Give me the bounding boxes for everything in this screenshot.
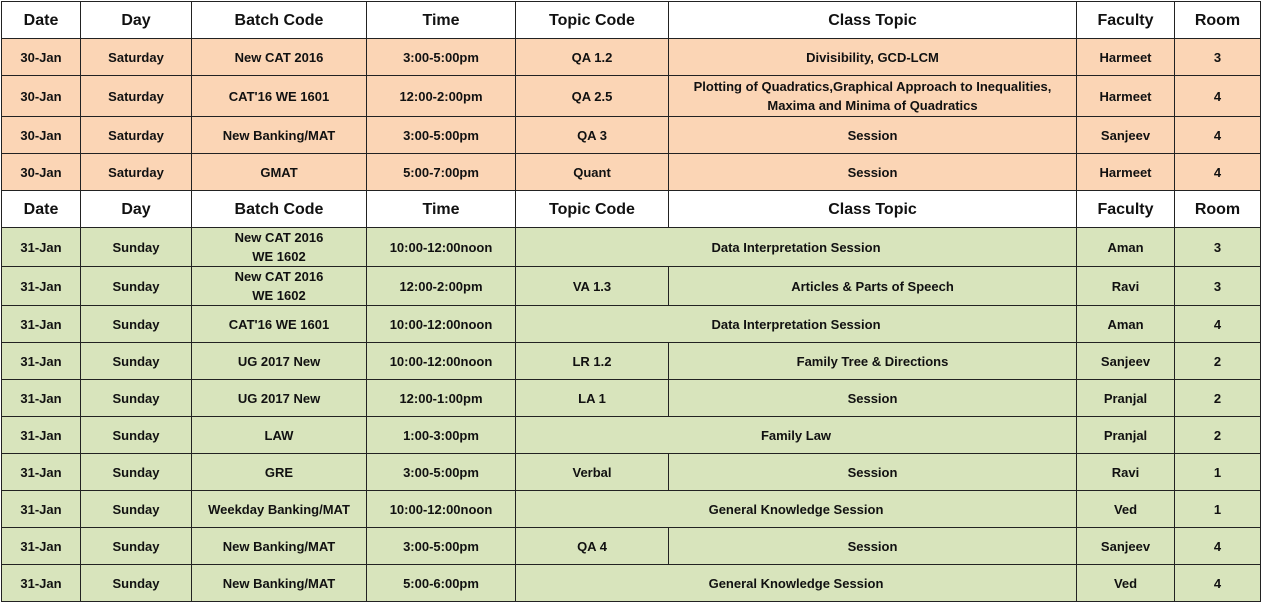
day-cell: Sunday bbox=[81, 565, 192, 602]
faculty-cell: Harmeet bbox=[1077, 76, 1175, 117]
header-class-topic: Class Topic bbox=[669, 191, 1077, 228]
room-cell: 4 bbox=[1175, 528, 1261, 565]
room-cell: 3 bbox=[1175, 39, 1261, 76]
date-cell: 31-Jan bbox=[2, 528, 81, 565]
batch-code-cell bbox=[192, 228, 367, 267]
room-cell: 2 bbox=[1175, 343, 1261, 380]
topic-code-cell: LR 1.2 bbox=[516, 343, 669, 380]
class-topic-cell: Session bbox=[669, 380, 1077, 417]
topic-code-cell: LA 1 bbox=[516, 380, 669, 417]
date-cell: 31-Jan bbox=[2, 491, 81, 528]
table-row bbox=[2, 76, 1261, 117]
date-cell: 30-Jan bbox=[2, 154, 81, 191]
header-time: Time bbox=[367, 191, 516, 228]
table-row bbox=[2, 228, 1261, 267]
date-cell: 31-Jan bbox=[2, 228, 81, 267]
header-date: Date bbox=[2, 2, 81, 39]
header-room: Room bbox=[1175, 191, 1261, 228]
room-cell: 4 bbox=[1175, 76, 1261, 117]
table-row bbox=[2, 491, 1261, 528]
faculty-cell: Ravi bbox=[1077, 454, 1175, 491]
batch-code-cell: New Banking/MAT bbox=[192, 117, 367, 154]
date-cell: 31-Jan bbox=[2, 267, 81, 306]
room-cell: 4 bbox=[1175, 565, 1261, 602]
header-row-saturday bbox=[2, 2, 1261, 39]
batch-code-cell: GRE bbox=[192, 454, 367, 491]
date-cell: 30-Jan bbox=[2, 39, 81, 76]
header-faculty: Faculty bbox=[1077, 2, 1175, 39]
header-time: Time bbox=[367, 2, 516, 39]
topic-code-cell: QA 4 bbox=[516, 528, 669, 565]
date-cell: 30-Jan bbox=[2, 117, 81, 154]
table-row bbox=[2, 39, 1261, 76]
faculty-cell: Ved bbox=[1077, 565, 1175, 602]
batch-code-cell: CAT'16 WE 1601 bbox=[192, 76, 367, 117]
time-cell: 10:00-12:00noon bbox=[367, 343, 516, 380]
day-cell: Sunday bbox=[81, 306, 192, 343]
day-cell: Sunday bbox=[81, 267, 192, 306]
day-cell: Sunday bbox=[81, 417, 192, 454]
class-topic-cell: Session bbox=[669, 154, 1077, 191]
time-cell: 3:00-5:00pm bbox=[367, 528, 516, 565]
table-row bbox=[2, 565, 1261, 602]
faculty-cell: Pranjal bbox=[1077, 380, 1175, 417]
header-row-sunday bbox=[2, 191, 1261, 228]
time-cell: 1:00-3:00pm bbox=[367, 417, 516, 454]
table-row bbox=[2, 267, 1261, 306]
topic-code-cell: QA 3 bbox=[516, 117, 669, 154]
batch-code-cell: Weekday Banking/MAT bbox=[192, 491, 367, 528]
date-cell: 31-Jan bbox=[2, 380, 81, 417]
batch-code-line: WE 1602 bbox=[252, 249, 306, 264]
topic-code-cell: VA 1.3 bbox=[516, 267, 669, 306]
header-date: Date bbox=[2, 191, 81, 228]
topic-code-cell: Quant bbox=[516, 154, 669, 191]
header-topic-code: Topic Code bbox=[516, 2, 669, 39]
class-topic-cell: Session bbox=[669, 454, 1077, 491]
class-topic-cell: Data Interpretation Session bbox=[516, 306, 1077, 343]
batch-code-cell: New Banking/MAT bbox=[192, 528, 367, 565]
time-cell: 3:00-5:00pm bbox=[367, 39, 516, 76]
header-day: Day bbox=[81, 191, 192, 228]
faculty-cell: Sanjeev bbox=[1077, 117, 1175, 154]
time-cell: 12:00-2:00pm bbox=[367, 267, 516, 306]
topic-code-cell: Verbal bbox=[516, 454, 669, 491]
class-topic-line: Plotting of Quadratics,Graphical Approach to Inequalities, bbox=[693, 79, 1052, 94]
header-faculty: Faculty bbox=[1077, 191, 1175, 228]
class-topic-cell: Session bbox=[669, 528, 1077, 565]
day-cell: Sunday bbox=[81, 528, 192, 565]
time-cell: 10:00-12:00noon bbox=[367, 491, 516, 528]
schedule-table bbox=[1, 1, 1261, 602]
room-cell: 3 bbox=[1175, 267, 1261, 306]
faculty-cell: Harmeet bbox=[1077, 154, 1175, 191]
room-cell: 2 bbox=[1175, 380, 1261, 417]
time-cell: 5:00-6:00pm bbox=[367, 565, 516, 602]
batch-code-line: WE 1602 bbox=[252, 288, 306, 303]
time-cell: 10:00-12:00noon bbox=[367, 228, 516, 267]
class-topic-cell: Family Tree & Directions bbox=[669, 343, 1077, 380]
class-topic-cell: Session bbox=[669, 117, 1077, 154]
day-cell: Sunday bbox=[81, 454, 192, 491]
header-batch-code: Batch Code bbox=[192, 191, 367, 228]
faculty-cell: Pranjal bbox=[1077, 417, 1175, 454]
class-topic-cell: Articles & Parts of Speech bbox=[669, 267, 1077, 306]
time-cell: 12:00-1:00pm bbox=[367, 380, 516, 417]
table-row bbox=[2, 454, 1261, 491]
batch-code-cell: LAW bbox=[192, 417, 367, 454]
topic-code-cell: QA 1.2 bbox=[516, 39, 669, 76]
time-cell: 3:00-5:00pm bbox=[367, 117, 516, 154]
class-topic-line: Maxima and Minima of Quadratics bbox=[767, 98, 978, 113]
date-cell: 31-Jan bbox=[2, 306, 81, 343]
day-cell: Saturday bbox=[81, 39, 192, 76]
batch-code-cell: New Banking/MAT bbox=[192, 565, 367, 602]
batch-code-cell bbox=[192, 267, 367, 306]
room-cell: 4 bbox=[1175, 154, 1261, 191]
date-cell: 31-Jan bbox=[2, 454, 81, 491]
day-cell: Sunday bbox=[81, 491, 192, 528]
time-cell: 12:00-2:00pm bbox=[367, 76, 516, 117]
batch-code-cell: CAT'16 WE 1601 bbox=[192, 306, 367, 343]
faculty-cell: Ved bbox=[1077, 491, 1175, 528]
time-cell: 3:00-5:00pm bbox=[367, 454, 516, 491]
room-cell: 4 bbox=[1175, 306, 1261, 343]
faculty-cell: Harmeet bbox=[1077, 39, 1175, 76]
faculty-cell: Sanjeev bbox=[1077, 343, 1175, 380]
batch-code-cell: New CAT 2016 bbox=[192, 39, 367, 76]
day-cell: Sunday bbox=[81, 228, 192, 267]
room-cell: 4 bbox=[1175, 117, 1261, 154]
class-topic-cell: General Knowledge Session bbox=[516, 491, 1077, 528]
faculty-cell: Sanjeev bbox=[1077, 528, 1175, 565]
room-cell: 1 bbox=[1175, 491, 1261, 528]
table-row bbox=[2, 117, 1261, 154]
faculty-cell: Aman bbox=[1077, 228, 1175, 267]
day-cell: Saturday bbox=[81, 154, 192, 191]
date-cell: 31-Jan bbox=[2, 565, 81, 602]
batch-code-cell: GMAT bbox=[192, 154, 367, 191]
header-batch-code: Batch Code bbox=[192, 2, 367, 39]
day-cell: Saturday bbox=[81, 76, 192, 117]
table-row bbox=[2, 343, 1261, 380]
class-topic-cell: Family Law bbox=[516, 417, 1077, 454]
room-cell: 1 bbox=[1175, 454, 1261, 491]
room-cell: 2 bbox=[1175, 417, 1261, 454]
batch-code-cell: UG 2017 New bbox=[192, 380, 367, 417]
date-cell: 30-Jan bbox=[2, 76, 81, 117]
header-day: Day bbox=[81, 2, 192, 39]
class-topic-cell: General Knowledge Session bbox=[516, 565, 1077, 602]
time-cell: 5:00-7:00pm bbox=[367, 154, 516, 191]
class-topic-cell bbox=[669, 76, 1077, 117]
table-row bbox=[2, 528, 1261, 565]
day-cell: Saturday bbox=[81, 117, 192, 154]
batch-code-line: New CAT 2016 bbox=[234, 269, 324, 284]
header-room: Room bbox=[1175, 2, 1261, 39]
header-class-topic: Class Topic bbox=[669, 2, 1077, 39]
topic-code-cell: QA 2.5 bbox=[516, 76, 669, 117]
class-topic-cell: Divisibility, GCD-LCM bbox=[669, 39, 1077, 76]
date-cell: 31-Jan bbox=[2, 343, 81, 380]
batch-code-line: New CAT 2016 bbox=[234, 230, 324, 245]
room-cell: 3 bbox=[1175, 228, 1261, 267]
date-cell: 31-Jan bbox=[2, 417, 81, 454]
faculty-cell: Ravi bbox=[1077, 267, 1175, 306]
table-row bbox=[2, 154, 1261, 191]
day-cell: Sunday bbox=[81, 343, 192, 380]
table-row bbox=[2, 306, 1261, 343]
batch-code-cell: UG 2017 New bbox=[192, 343, 367, 380]
time-cell: 10:00-12:00noon bbox=[367, 306, 516, 343]
class-topic-cell: Data Interpretation Session bbox=[516, 228, 1077, 267]
faculty-cell: Aman bbox=[1077, 306, 1175, 343]
header-topic-code: Topic Code bbox=[516, 191, 669, 228]
table-row bbox=[2, 380, 1261, 417]
table-row bbox=[2, 417, 1261, 454]
day-cell: Sunday bbox=[81, 380, 192, 417]
